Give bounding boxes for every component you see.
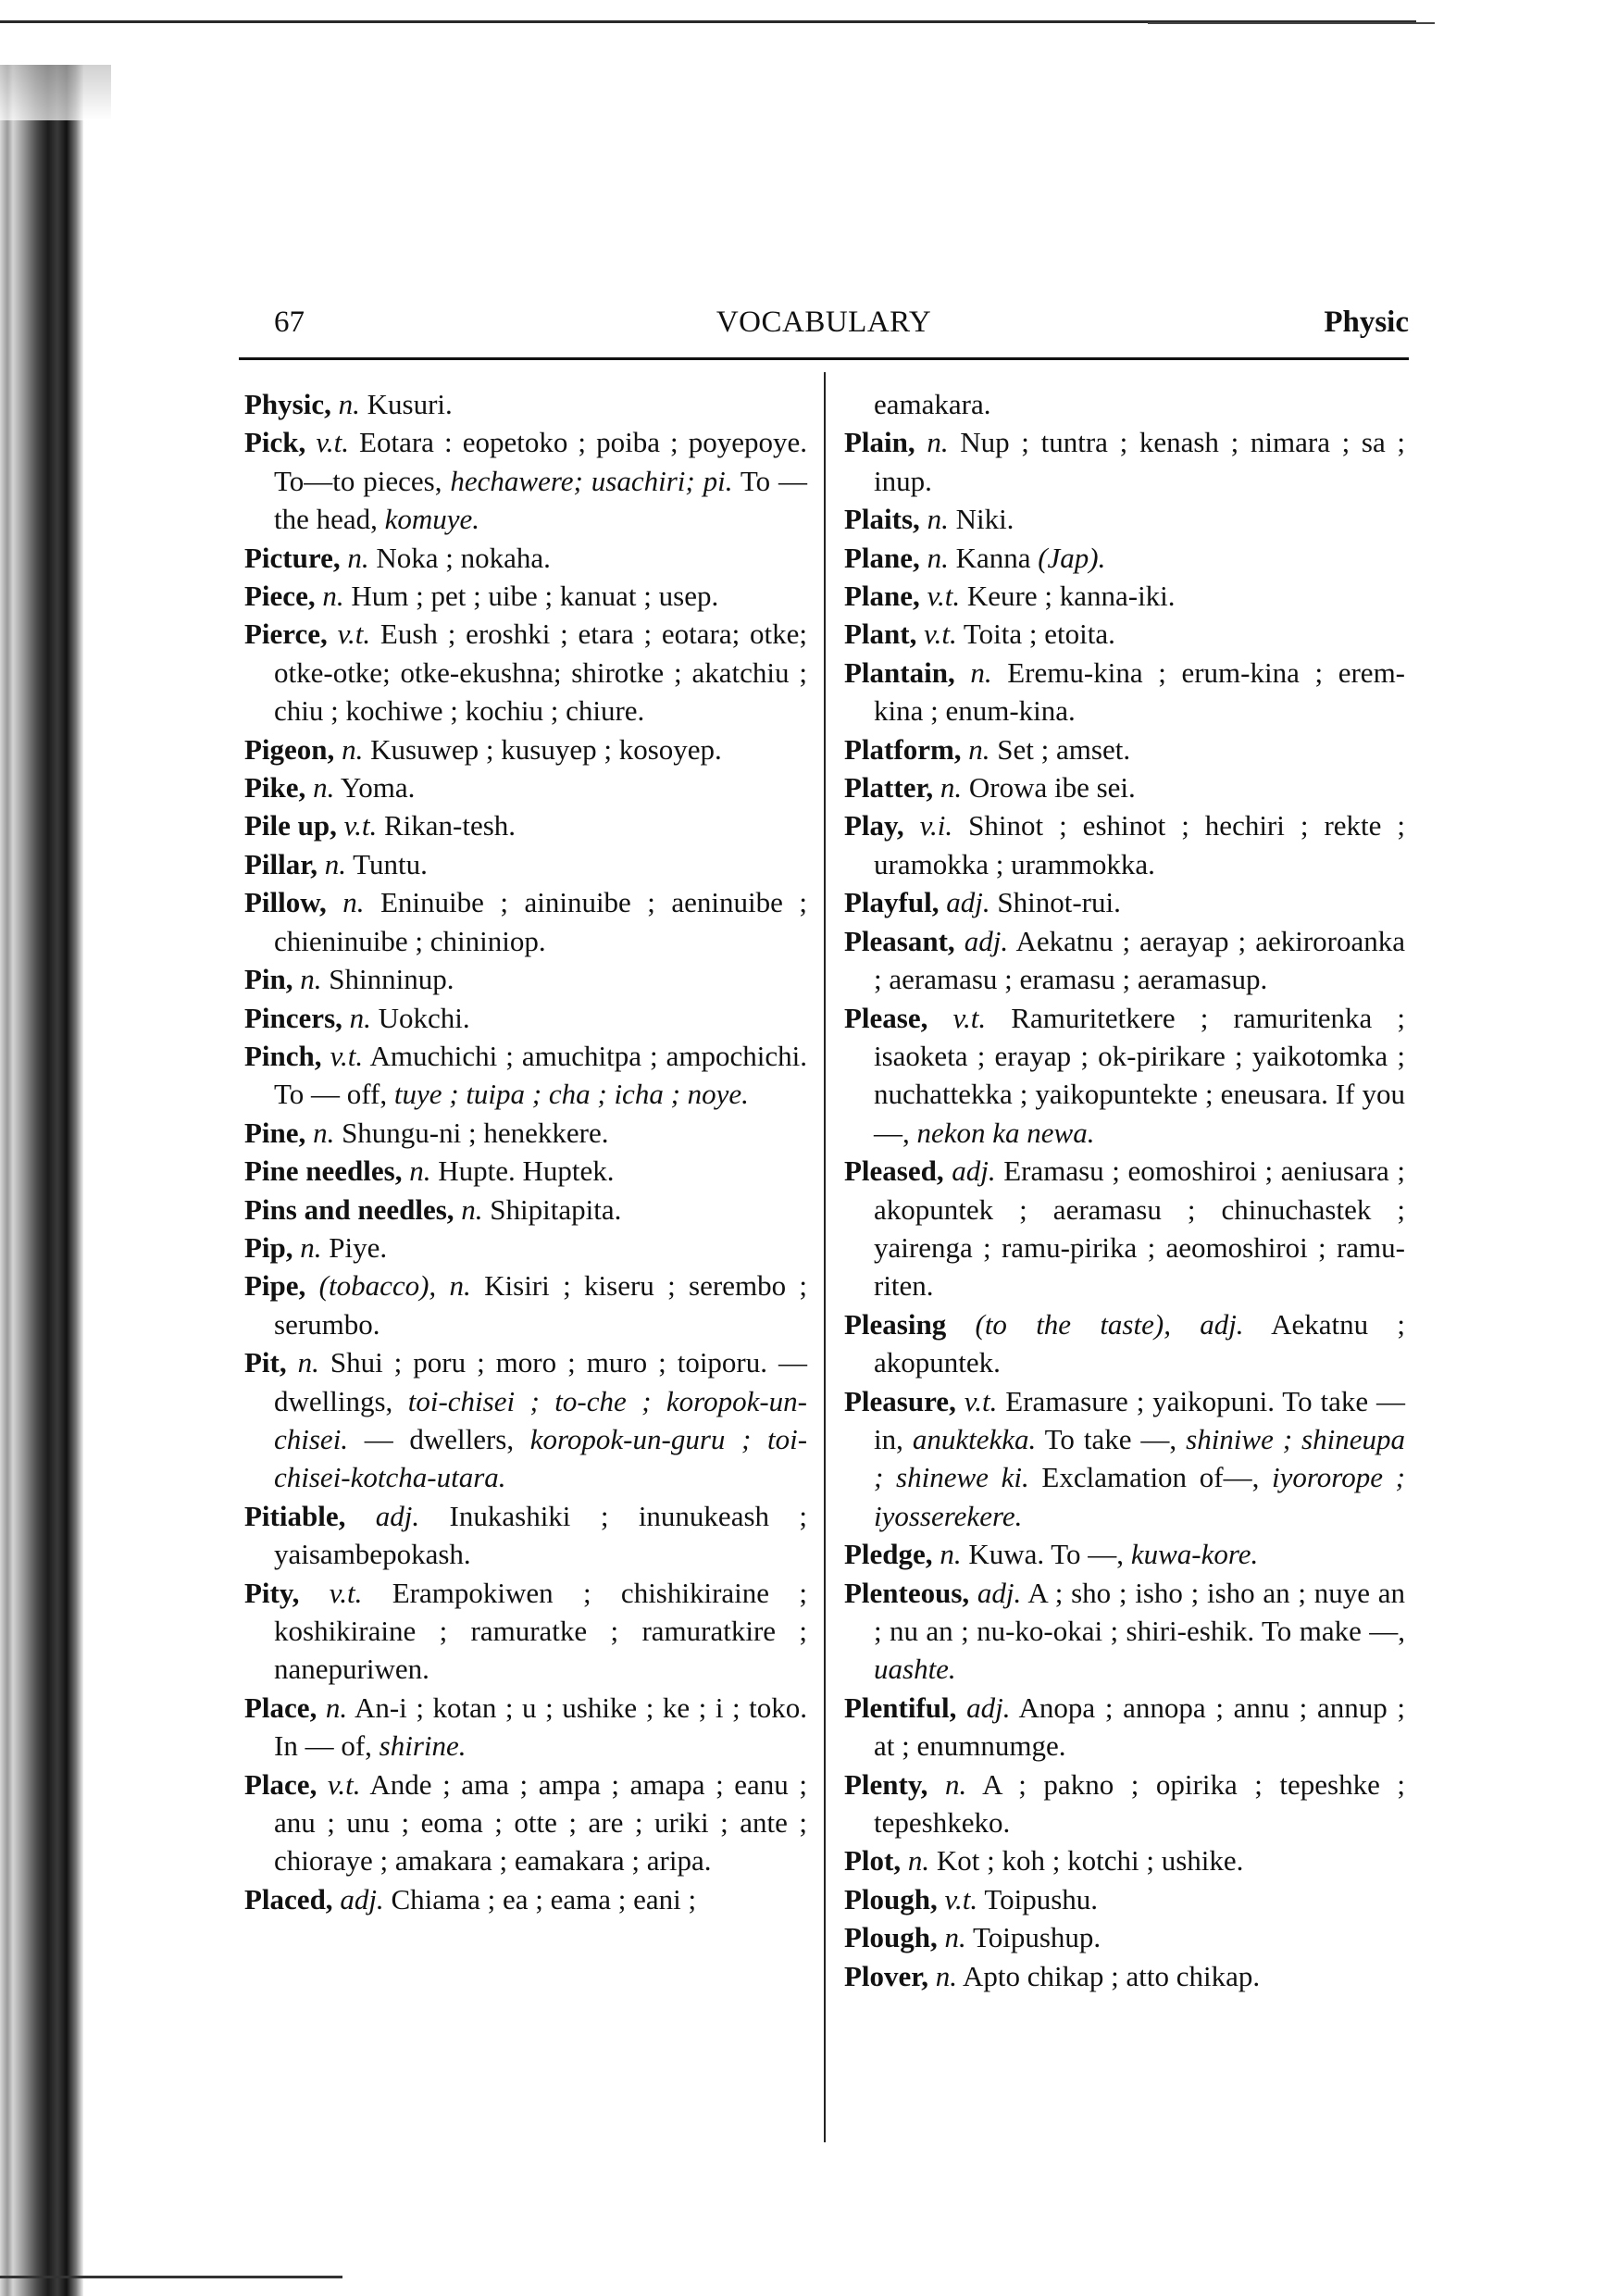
entry-definition: Hum ; pet ; uibe ; kanuat ; usep. <box>351 580 719 613</box>
part-of-speech: adj. <box>964 924 1009 957</box>
entry-continuation: eamakara. <box>874 388 991 420</box>
entry-headword: Pit, <box>244 1346 287 1379</box>
part-of-speech: v.t. <box>944 1882 978 1915</box>
dictionary-entry <box>244 385 807 423</box>
entry-definition: To take —, <box>1044 1422 1177 1455</box>
entry-phrase-italic: shirine. <box>379 1729 467 1763</box>
dictionary-entry <box>844 1918 1405 1956</box>
entry-phrase-italic: tuye ; tuipa ; cha ; icha ; noye. <box>393 1078 749 1111</box>
entry-definition: Chiama ; ea ; eama ; eani ; <box>391 1882 697 1915</box>
entry-headword: Pin, <box>244 963 293 996</box>
entry-headword: Pleasing <box>844 1307 947 1341</box>
scan-bottom-edge <box>0 2276 342 2278</box>
dictionary-entry <box>244 539 807 577</box>
entry-definition: Toipushu. <box>984 1882 1099 1915</box>
entry-headword: Piece, <box>244 580 316 613</box>
entry-headword: Picture, <box>244 541 341 574</box>
entry-phrase-italic: koropok-un-guru ; toi-chisei-kotcha-utara. <box>274 1422 808 1494</box>
dictionary-entry <box>244 615 807 730</box>
entry-headword: Pipe, <box>244 1269 306 1303</box>
entry-definition: Eush ; eroshki ; etara ; eotara; otke; otke-otke; otke-ekushna; shirotke ; akatchiu ; chiu ; kochiwe ; kochiu ; chiure. <box>274 618 808 728</box>
part-of-speech: v.t. <box>329 1576 363 1609</box>
part-of-speech: n. <box>342 886 365 919</box>
entry-headword: Pleased, <box>844 1154 944 1188</box>
entry-definition: Tuntu. <box>353 847 428 880</box>
entry-definition: A ; pakno ; opirika ; tepeshke ; tepeshkeko. <box>874 1767 1406 1840</box>
part-of-speech: n. <box>300 963 322 996</box>
entry-headword: Platform, <box>844 732 962 766</box>
entry-headword: Plenty, <box>844 1767 928 1801</box>
part-of-speech: adj. <box>946 886 990 919</box>
part-of-speech: n. <box>944 1767 967 1801</box>
dictionary-entry <box>244 845 807 883</box>
dictionary-entry <box>244 1574 807 1689</box>
part-of-speech: adj. <box>966 1691 1011 1724</box>
entry-definition: Ramuritetkere ; ramuritenka ; isaoketa ; erayap ; ok-pirikare ; yaikotomka ; nuchattekka ; yaikopuntekte ; eneusara. If you —, <box>874 1001 1406 1149</box>
entry-headword: Plantain, <box>844 655 955 689</box>
part-of-speech: (tobacco), n. <box>318 1269 471 1303</box>
entry-definition: Toipushup. <box>972 1921 1101 1954</box>
entry-headword: Pillow, <box>244 886 327 919</box>
entry-headword: Pick, <box>244 426 306 459</box>
entry-headword: Plane, <box>844 580 920 613</box>
dictionary-entry <box>844 1305 1405 1382</box>
part-of-speech: n. <box>338 388 360 420</box>
entry-definition: Inukashiki ; inunukeash ; yaisambepokash. <box>274 1499 808 1571</box>
entry-headword: Pile up, <box>244 809 337 842</box>
entry-headword: Place, <box>244 1691 317 1724</box>
entry-phrase-italic: shiniwe ; shineupa ; shinewe ki. <box>874 1422 1405 1494</box>
entry-definition: Shipitapita. <box>490 1192 622 1226</box>
entry-definition: Noka ; nokaha. <box>376 541 551 574</box>
dictionary-entry <box>844 500 1405 538</box>
dictionary-entry <box>244 1267 807 1343</box>
entry-definition: Keure ; kanna-iki. <box>966 580 1176 613</box>
entry-definition: Shui ; poru ; moro ; muro ; toiporu. — dwellings, <box>274 1346 807 1417</box>
part-of-speech: n. <box>940 1538 962 1571</box>
entry-definition: An-i ; kotan ; u ; ushike ; ke ; i ; toko. In — of, <box>274 1691 808 1763</box>
part-of-speech: v.t. <box>330 1039 364 1072</box>
part-of-speech: v.t. <box>952 1001 987 1034</box>
part-of-speech: adj. <box>340 1882 384 1915</box>
entry-definition: Exclamation of—, <box>1041 1461 1260 1494</box>
dictionary-entry <box>244 960 807 998</box>
entry-headword: Plain, <box>844 426 915 459</box>
part-of-speech: n. <box>968 732 990 766</box>
dictionary-entry <box>844 1152 1405 1305</box>
dictionary-entry <box>844 806 1405 883</box>
entry-headword: Pins and needles, <box>244 1192 454 1226</box>
entry-definition: Anopa ; annopa ; annu ; annup ; at ; enumnumge. <box>874 1691 1406 1763</box>
part-of-speech: n. <box>322 580 344 613</box>
dictionary-entry <box>244 999 807 1037</box>
page-header <box>239 306 1409 357</box>
part-of-speech: (to the taste), adj. <box>975 1307 1244 1341</box>
dictionary-entry <box>844 539 1405 577</box>
dictionary-entry <box>844 577 1405 615</box>
entry-definition: A ; sho ; isho ; isho an ; nuye an ; nu an ; nu-ko-okai ; shiri-eshik. To make —, <box>874 1576 1405 1647</box>
dictionary-entry <box>244 730 807 768</box>
dictionary-entry <box>244 768 807 806</box>
part-of-speech: n. <box>461 1192 483 1226</box>
dictionary-entry <box>244 883 807 960</box>
entry-definition: Aekatnu ; aerayap ; aekiroroanka ; aeramasu ; eramasu ; aeramasup. <box>874 924 1406 996</box>
part-of-speech: v.t. <box>337 618 371 651</box>
part-of-speech: n. <box>300 1230 322 1264</box>
dictionary-entry <box>244 423 807 538</box>
entry-definition: Amuchichi ; amuchitpa ; ampochichi. To — off, <box>274 1039 808 1111</box>
dictionary-entry <box>844 768 1405 806</box>
entry-definition: Shungu-ni ; henekkere. <box>342 1116 609 1149</box>
entry-definition: Orowa ibe sei. <box>968 771 1136 805</box>
entry-phrase-italic: komuye. <box>384 503 480 536</box>
part-of-speech: n. <box>944 1921 966 1954</box>
dictionary-entry <box>244 577 807 615</box>
entry-definition: Apto chikap ; atto chikap. <box>963 1959 1261 1992</box>
part-of-speech: n. <box>409 1154 431 1188</box>
entry-headword: Playful, <box>844 886 940 919</box>
entry-phrase-italic: kuwa-kore. <box>1130 1538 1259 1571</box>
entry-headword: Pierce, <box>244 618 328 651</box>
entry-headword: Place, <box>244 1767 317 1801</box>
entry-phrase-italic: iyororope ; iyosserekere. <box>874 1461 1405 1532</box>
entry-definition: Ande ; ama ; ampa ; amapa ; eanu ; anu ; unu ; eoma ; otte ; are ; uriki ; ante ; chioraye ; amakara ; eamakara ; aripa. <box>274 1767 807 1878</box>
part-of-speech: n. <box>325 1691 348 1724</box>
catchword: Physic <box>1324 306 1409 339</box>
entry-headword: Plane, <box>844 541 920 574</box>
entry-headword: Pinch, <box>244 1039 322 1072</box>
part-of-speech: n. <box>313 1116 335 1149</box>
part-of-speech: v.t. <box>327 1767 361 1801</box>
entry-definition: Set ; amset. <box>997 732 1131 766</box>
entry-definition: Kot ; koh ; kotchi ; ushike. <box>936 1844 1244 1878</box>
running-title: VOCABULARY <box>716 306 932 339</box>
entry-headword: Pledge, <box>844 1538 933 1571</box>
part-of-speech: n. <box>342 732 364 766</box>
dictionary-entry <box>244 1191 807 1229</box>
right-column <box>844 385 1405 1995</box>
entry-definition: Kisiri ; kiseru ; serembo ; serumbo. <box>274 1269 808 1341</box>
column-divider <box>824 372 826 2142</box>
dictionary-entry <box>244 1766 807 1880</box>
dictionary-entry <box>844 654 1405 730</box>
book-spine-shadow <box>0 65 83 2296</box>
dictionary-entry <box>244 1497 807 1574</box>
entry-headword: Pillar, <box>244 847 317 880</box>
entry-definition: Kuwa. To —, <box>968 1538 1125 1571</box>
entry-headword: Pip, <box>244 1230 293 1264</box>
part-of-speech: v.i. <box>919 809 953 842</box>
entry-phrase-italic: (Jap). <box>1038 541 1106 574</box>
entry-headword: Plough, <box>844 1921 938 1954</box>
dictionary-entry <box>844 922 1405 999</box>
entry-definition: Eramasu ; eomoshiroi ; aeniusara ; akopuntek ; aeramasu ; chinuchastek ; yairenga ; ramu-pirika ; aeomoshiroi ; ramu-riten. <box>874 1154 1406 1303</box>
part-of-speech: n. <box>935 1959 957 1992</box>
dictionary-entry <box>844 1574 1405 1689</box>
entry-definition: Nup ; tuntra ; kenash ; nimara ; sa ; inup. <box>874 426 1406 497</box>
entry-headword: Play, <box>844 809 904 842</box>
dictionary-entry <box>244 1114 807 1152</box>
entry-definition: Niki. <box>955 503 1014 536</box>
part-of-speech: n. <box>313 771 335 805</box>
dictionary-entry <box>844 1535 1405 1573</box>
entry-headword: Pleasant, <box>844 924 955 957</box>
entry-definition: Shinot-rui. <box>997 886 1121 919</box>
part-of-speech: n. <box>349 1001 371 1034</box>
part-of-speech: v.t. <box>316 426 349 459</box>
part-of-speech: n. <box>940 771 963 805</box>
entry-definition: Hupte. Huptek. <box>438 1154 615 1188</box>
entry-headword: Plover, <box>844 1959 928 1992</box>
entry-headword: Plough, <box>844 1882 938 1915</box>
entry-definition: To — the head, <box>274 464 807 536</box>
spine-shadow-top <box>0 65 111 120</box>
entry-headword: Pine, <box>244 1116 306 1149</box>
page-number: 67 <box>274 306 305 339</box>
entry-definition: Piye. <box>329 1230 388 1264</box>
entry-definition: Aekatnu ; akopuntek. <box>874 1307 1405 1379</box>
dictionary-entry <box>844 730 1405 768</box>
dictionary-entry <box>844 385 1405 423</box>
dictionary-entry <box>844 615 1405 653</box>
dictionary-entry <box>844 1689 1405 1766</box>
entry-definition: Shinot ; eshinot ; hechiri ; rekte ; uramokka ; urammokka. <box>874 809 1405 880</box>
dictionary-entry <box>844 999 1405 1153</box>
dictionary-entry <box>844 1841 1405 1879</box>
part-of-speech: n. <box>927 426 949 459</box>
entry-definition: Erampokiwen ; chishikiraine ; koshikiraine ; ramuratke ; ramuratkire ; nanepuriwen. <box>274 1576 808 1686</box>
dictionary-entry <box>244 1880 807 1918</box>
dictionary-entry <box>244 1152 807 1190</box>
entry-definition: Kanna <box>955 541 1031 574</box>
entry-definition: Kusuwep ; kusuyep ; kosoyep. <box>370 732 722 766</box>
dictionary-entry <box>844 1957 1405 1995</box>
entry-definition: Eremu-kina ; erum-kina ; erem-kina ; enum-kina. <box>874 655 1406 728</box>
left-column <box>244 385 807 1918</box>
part-of-speech: v.t. <box>343 809 378 842</box>
entry-headword: Pincers, <box>244 1001 342 1034</box>
entry-phrase-italic: uashte. <box>874 1653 956 1686</box>
entry-headword: Platter, <box>844 771 934 805</box>
entry-headword: Plentiful, <box>844 1691 957 1724</box>
entry-definition: Shinninup. <box>329 963 454 996</box>
part-of-speech: adj. <box>977 1576 1022 1609</box>
part-of-speech: n. <box>927 503 949 536</box>
entry-definition: Eninuibe ; aininuibe ; aeninuibe ; chieninuibe ; chininiop. <box>274 886 808 957</box>
part-of-speech: n. <box>324 847 346 880</box>
header-rule <box>239 357 1409 360</box>
entry-headword: Pine needles, <box>244 1154 403 1188</box>
part-of-speech: n. <box>927 541 949 574</box>
entry-headword: Pike, <box>244 771 306 805</box>
entry-definition: Kusuri. <box>367 388 453 420</box>
entry-headword: Pitiable, <box>244 1499 346 1532</box>
entry-headword: Plaits, <box>844 503 920 536</box>
part-of-speech: adj. <box>375 1499 420 1532</box>
entry-phrase-italic: anuktekka. <box>912 1422 1037 1455</box>
entry-definition: Eotara : eopetoko ; poiba ; poyepoye. To—to pieces, <box>274 426 807 497</box>
dictionary-entry <box>244 1229 807 1267</box>
entry-phrase-italic: nekon ka newa. <box>916 1116 1095 1149</box>
entry-headword: Plant, <box>844 618 917 651</box>
dictionary-entry <box>244 806 807 844</box>
dictionary-entry <box>244 1689 807 1766</box>
entry-headword: Pigeon, <box>244 732 335 766</box>
part-of-speech: adj. <box>952 1154 996 1188</box>
entry-definition: Rikan-tesh. <box>383 809 517 842</box>
part-of-speech: n. <box>907 1844 930 1878</box>
entry-headword: Placed, <box>244 1882 333 1915</box>
entry-headword: Plot, <box>844 1844 902 1878</box>
dictionary-entry <box>844 1382 1405 1536</box>
dictionary-entry <box>244 1037 807 1114</box>
entry-definition: Yoma. <box>340 771 416 805</box>
entry-phrase-italic: toi-chisei ; to-che ; koropok-un-chisei. <box>274 1384 807 1455</box>
dictionary-entry <box>844 1766 1405 1842</box>
part-of-speech: v.t. <box>924 618 957 651</box>
entry-definition: Eramasure ; yaikopuni. To take — in, <box>874 1384 1406 1455</box>
entry-headword: Please, <box>844 1001 928 1034</box>
dictionary-entry <box>844 883 1405 921</box>
entry-headword: Pity, <box>244 1576 300 1609</box>
scan-top-edge-segment <box>1148 22 1435 24</box>
dictionary-entry <box>844 1880 1405 1918</box>
entry-phrase-italic: hechawere; usachiri; pi. <box>450 464 733 497</box>
entry-definition: Uokchi. <box>378 1001 470 1034</box>
entry-definition: — dwellers, <box>364 1422 515 1455</box>
part-of-speech: n. <box>970 655 992 689</box>
dictionary-entry <box>844 423 1405 500</box>
dictionary-entry <box>244 1343 807 1497</box>
entry-headword: Plenteous, <box>844 1576 970 1609</box>
entry-headword: Physic, <box>244 388 331 420</box>
part-of-speech: n. <box>297 1346 319 1379</box>
entry-headword: Pleasure, <box>844 1384 956 1417</box>
entry-definition: Toita ; etoita. <box>963 618 1115 651</box>
part-of-speech: n. <box>347 541 369 574</box>
part-of-speech: v.t. <box>964 1384 998 1417</box>
part-of-speech: v.t. <box>927 580 961 613</box>
